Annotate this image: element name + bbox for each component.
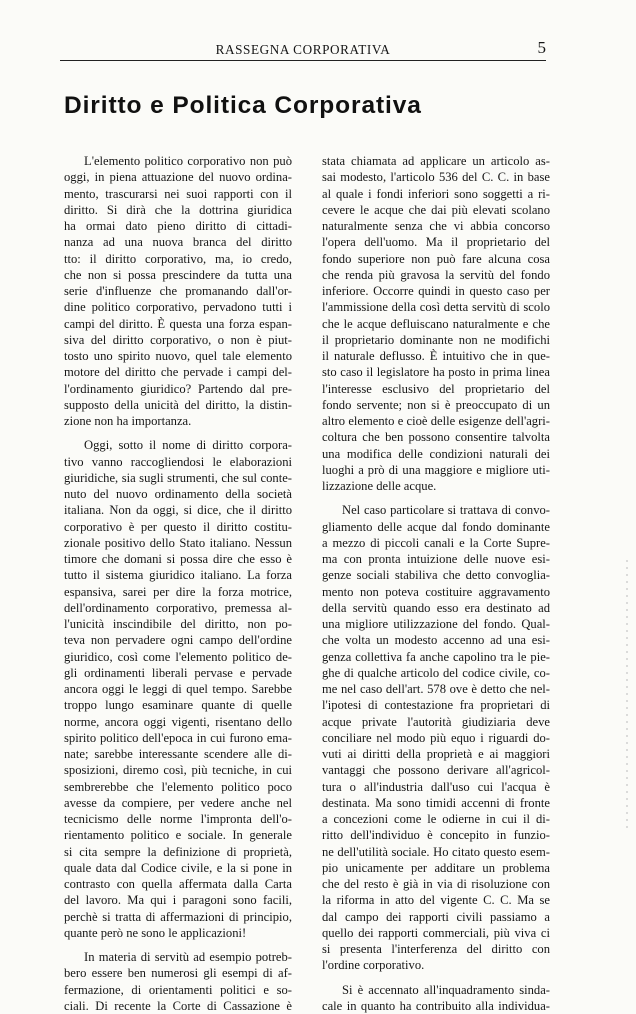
text-line: espansiva, sarei per dire la forza motrice, (64, 584, 292, 599)
text-line: timore che domani si possa dire che esso è (64, 552, 292, 566)
text-line: della servitù quando esso era destinato ad (322, 600, 550, 615)
text-line: altro elemento e cioè delle esigenze dell'agri- (322, 414, 550, 428)
text-line: naturalmente senza che vi abbia concorso (322, 219, 550, 233)
text-line: tecnicismo delle norme l'impronta dell'o- (64, 812, 292, 826)
text-line: giuridico, così come l'elemento politico de- (64, 649, 292, 664)
text-line: corporativo è per questo il diritto costitu- (64, 519, 292, 534)
text-line: il naturale deflusso. È intuitivo che in que- (322, 349, 550, 363)
text-line: perchè si tratta di affermazioni di principio, (64, 909, 292, 924)
text-line: ritto dell'individuo è concepito in funzio- (322, 828, 550, 843)
text-line: diritto. Si dirà che la dottrina giuridica (64, 202, 292, 217)
text-line: l'ordinamento giuridico? Partendo dal pre- (64, 381, 292, 396)
text-line: Si è accennato all'inquadramento sinda- (342, 982, 550, 997)
text-line: l'unicità inscindibile del diritto, non po- (64, 617, 292, 631)
text-line: giuridiche, sia sugli strumenti, che sul conte- (64, 470, 292, 485)
text-line: gliamento delle acque dal fondo dominante (322, 519, 550, 534)
text-line: siva del diritto corporativo, o non è piut- (64, 332, 292, 347)
text-line: che renda più gravosa la servitù del fondo (322, 267, 550, 282)
text-line: L'elemento politico corporativo non può (84, 154, 292, 168)
text-line: inferiore. Occorre quindi in questo caso per (322, 284, 550, 298)
text-line: l'ipotesi di contestazione fra proprietari di (322, 698, 550, 713)
text-line: nate; sarebbe interessante scendere alle di- (64, 747, 292, 761)
paragraph-gap (64, 429, 292, 437)
text-line: quello dei rapporti commerciali, più viva ci (322, 925, 550, 940)
text-line: spirito politico dell'epoca in cui furono ema- (64, 730, 292, 745)
text-line: nuto del nuovo ordinamento della società (64, 487, 292, 501)
text-line: mento non poteva costituire aggravamento (322, 584, 550, 599)
text-line: tura o all'industria dall'uso cui l'acqua è (322, 779, 550, 794)
text-line: zionale positivo dello Stato italiano. Nessun (64, 535, 292, 550)
text-line: cale in quanto ha contribuito alla individua- (322, 998, 550, 1013)
text-line: coltura che ben possono consentire talvolta (322, 430, 550, 445)
text-line: sposizioni, diremo così, più tecniche, in cui (64, 763, 292, 778)
text-line: si cita sempre la definizione di proprietà, (64, 844, 292, 859)
text-line: genza collettiva fa anche capolino tra le pie- (322, 649, 550, 664)
text-line: In materia di servitù ad esempio potreb- (84, 950, 292, 964)
paragraph-gap (322, 494, 550, 502)
running-header (60, 40, 546, 62)
text-line: acque private l'autorità giudiziaria deve (322, 714, 550, 729)
text-line: tto: il diritto corporativo, ma, io credo, (64, 251, 292, 266)
text-line: norme, ancora oggi vigenti, risentano dello (64, 714, 292, 729)
text-line: oggi, in piena attuazione del nuovo ordina- (64, 170, 292, 185)
text-line: avesse da compiere, per vedere anche nel (64, 795, 292, 810)
text-line: cevere le acque che dai più elevati scolano (322, 202, 550, 217)
paragraph-gap (64, 941, 292, 949)
text-line: bero essere ben numerosi gli esempi di af- (64, 966, 292, 981)
text-line: Nel caso particolare si trattava di convo- (342, 503, 550, 518)
text-line: una migliore utilizzazione del fondo. Qual- (322, 617, 550, 631)
text-line: l'ordine corporativo. (322, 958, 425, 973)
page-number: 5 (537, 38, 546, 57)
text-line: quante però ne sono le applicazioni! (64, 925, 247, 940)
text-line: ancora oggi le leggi di quel tempo. Sarebbe (64, 682, 292, 696)
text-line: tosto uno spirito nuovo, quel tale elemento (64, 349, 292, 363)
text-line: ghe di qualche articolo del codice civile, co- (322, 665, 550, 680)
text-line: vantaggi che possono derivare all'agricol- (322, 763, 550, 778)
text-line: supposto della unicità del diritto, la distin- (64, 397, 292, 412)
text-line: ciali. Di recente la Corte di Cassazione è (64, 998, 292, 1013)
text-line: italiana. Non da oggi, si dice, che il diritto (64, 503, 292, 518)
text-line: ne dell'utilità sociale. Ho citato questo esem- (322, 844, 550, 859)
text-line: pio unicamente per additare un problema (322, 860, 550, 875)
text-line: che volta un modesto accenno ad una esi- (322, 633, 550, 648)
text-line: serie d'influenze che promanando dall'or- (64, 284, 292, 298)
text-line: dell'ordinamento corporativo, premessa al- (64, 600, 292, 615)
article-title: Diritto e Politica Corporativa (64, 92, 422, 119)
text-line: l'ammissione della così detta servitù di scolo (322, 300, 550, 315)
text-line: al quale i fondi inferiori sono soggetti a ri- (322, 186, 550, 201)
text-line: sto caso il legislatore ha posto in prima linea (322, 365, 550, 380)
text-line: ma con pronta intuizione delle nuove esi- (322, 552, 550, 566)
header-rule (60, 60, 546, 61)
text-line: del lavoro. Ma qui i paragoni sono facili, (64, 893, 292, 908)
text-line: teva non pervadere ogni campo dell'ordine (64, 633, 292, 648)
text-line: tutto il sistema giuridico italiano. La forza (64, 568, 292, 583)
text-line: ha ormai dato pieno diritto di cittadi- (64, 219, 292, 233)
text-line: troppo lungo esaminare quante di quelle (64, 698, 292, 713)
text-line: una modifica delle condizioni naturali dei (322, 446, 550, 461)
text-line: sembrerebbe che l'elemento politico poco (64, 779, 292, 794)
text-line: il proprietario dominante non ne modifichi (322, 332, 550, 347)
text-line: destinata. Ma sono timidi accenni di fronte (322, 795, 550, 810)
text-line: conciliare nel modo più equo i riguardi do- (322, 730, 550, 745)
text-line: genze sociali stabiliva che detto convoglia- (322, 568, 550, 583)
text-line: luoghi a prò di una maggiore e migliore uti- (322, 462, 550, 477)
text-line: rientamento politico e sociale. In generale (64, 828, 292, 843)
text-line: quale data dal Codice civile, e la si pone in (64, 860, 292, 875)
text-line: si presenta l'interferenza del diritto con (322, 942, 550, 956)
text-line: campi del diritto. È questa una forza espan- (64, 316, 292, 331)
text-line: a mezzo di piccoli canali e la Corte Supre- (322, 535, 550, 550)
text-line: vuti ai diritti della proprietà e ai maggiori (322, 747, 550, 761)
running-title: RASSEGNA CORPORATIVA (215, 42, 391, 57)
text-line: che non si possa prescindere da tutta una (64, 267, 292, 282)
text-line: motore del diritto che pervade i campi del- (64, 365, 292, 380)
text-line: contrasto con quella affermata dalla Carta (64, 877, 292, 891)
text-line: lizzazione delle acque. (322, 479, 437, 493)
text-line: tivo vanno raccogliendosi le elaborazioni (64, 454, 292, 469)
paragraph-gap (322, 974, 550, 982)
scan-edge-mark (626, 560, 628, 830)
text-line: a concezioni come le odierne in cui il di- (322, 812, 550, 826)
text-line: dal campo dei rapporti civili passiamo a (322, 909, 550, 924)
text-line: me nel caso dell'art. 578 ove è detto che nel- (322, 682, 550, 696)
text-line: gli ordinamenti liberali pervase e pervade (64, 665, 292, 680)
text-line: nanza ad una nuova branca del diritto (64, 235, 292, 250)
text-line: fondo servente; non si è preoccupato di un (322, 397, 550, 412)
text-line: fondo superiore non può fare alcuna cosa (322, 251, 550, 266)
text-line: stata chiamata ad applicare un articolo as- (322, 154, 550, 168)
text-line: dine politico corporativo, pervadono tutti i (64, 300, 292, 315)
right-column (322, 153, 550, 1014)
text-line: l'opera dell'uomo. Ma il proprietario del (322, 235, 550, 250)
left-column (64, 153, 292, 1014)
text-line: fermazione, di orientamenti politici e so- (64, 982, 292, 997)
text-line: che del resto è già in via di risoluzione con (322, 877, 550, 891)
text-line: zione non ha importanza. (64, 414, 192, 428)
text-line: mento, trascurarsi nei suoi rapporti con il (64, 186, 292, 201)
text-line: sai modesto, l'articolo 536 del C. C. in base (322, 170, 550, 185)
text-line: l'interesse esclusivo del proprietario del (322, 381, 550, 396)
text-line: Oggi, sotto il nome di diritto corpora- (84, 438, 292, 453)
text-line: che le acque defluiscano naturalmente e che (322, 316, 550, 331)
text-line: la riforma in atto del vigente C. C. Ma se (322, 893, 550, 908)
